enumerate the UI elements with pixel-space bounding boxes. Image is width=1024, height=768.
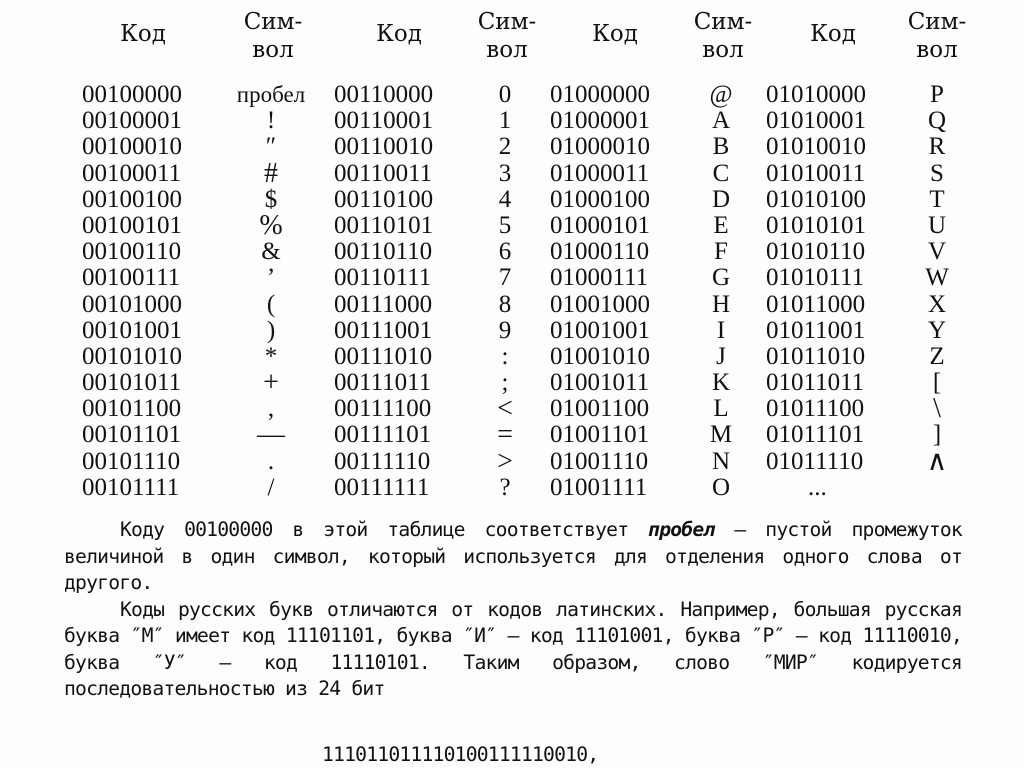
- header-symbol-line2: вол: [702, 37, 744, 63]
- symbol-cell: —: [257, 419, 285, 451]
- symbol-cell: P: [930, 81, 944, 108]
- code-cell: 01000001: [550, 107, 650, 135]
- header-symbol-line2: вол: [486, 37, 528, 63]
- code-cell: 00110011: [334, 159, 433, 187]
- code-cell: 00111000: [334, 290, 433, 318]
- header-code-3: Код: [592, 21, 638, 47]
- symbol-cell: \: [933, 393, 941, 425]
- symbol-cell: S: [930, 159, 944, 187]
- symbol-cell: *: [264, 342, 278, 370]
- code-cell: 00101110: [82, 447, 181, 475]
- symbol-cell: ?: [499, 473, 511, 501]
- symbol-cell: A: [711, 107, 731, 135]
- header-symbol-3: [668, 8, 778, 64]
- symbol-cell: V: [927, 238, 947, 266]
- code-cell: ...: [808, 473, 827, 501]
- symbol-cell: %: [259, 209, 283, 241]
- symbol-cell: 4: [498, 185, 512, 213]
- code-cell: 01001111: [550, 473, 648, 501]
- code-cell: 00101100: [82, 395, 182, 423]
- symbol-cell: 3: [498, 159, 512, 187]
- code-cell: 01011011: [766, 369, 865, 397]
- symbol-cell: .: [267, 447, 275, 475]
- symbol-cell: ″: [265, 133, 277, 161]
- symbol-cell: /: [267, 473, 275, 501]
- code-cell: 00111011: [334, 369, 432, 397]
- symbol-cell: U: [927, 211, 947, 239]
- code-cell: 01010010: [766, 133, 866, 161]
- symbol-cell: J: [716, 342, 726, 370]
- symbol-cell: I: [716, 316, 726, 344]
- code-cell: 01001010: [550, 342, 650, 370]
- code-cell: 01000101: [550, 211, 650, 239]
- symbol-cell: $: [264, 185, 278, 213]
- code-cell: 01001100: [550, 395, 650, 423]
- code-cell: 01010000: [766, 81, 866, 108]
- symbol-cell: пробел: [236, 82, 306, 107]
- symbol-column-3: [666, 82, 776, 501]
- symbol-cell: 5: [498, 211, 512, 239]
- symbol-cell: X: [927, 290, 947, 318]
- symbol-cell: O: [711, 473, 731, 501]
- code-cell: 00100011: [82, 159, 182, 187]
- code-cell: 01011101: [766, 421, 865, 449]
- header-symbol-line2: вол: [916, 37, 958, 63]
- paragraph-1-after: — пустой промежуток величиной в один символ, который используется для отделения одного слова от другого.: [64, 518, 962, 594]
- code-cell: 01001011: [550, 369, 650, 397]
- header-symbol-4: [882, 8, 992, 64]
- code-cell: 00100111: [82, 264, 181, 292]
- code-cell: 00110000: [334, 81, 434, 108]
- symbol-cell: :: [501, 342, 509, 370]
- code-cell: 00101011: [82, 369, 182, 397]
- symbol-cell: K: [711, 369, 731, 397]
- code-cell: 01010001: [766, 107, 866, 135]
- code-cell: 00110010: [334, 133, 434, 161]
- code-cell: 00101000: [82, 290, 182, 318]
- symbol-cell: @: [709, 81, 733, 108]
- symbol-cell: T: [929, 185, 945, 213]
- symbol-cell: E: [713, 211, 729, 239]
- symbol-cell: W: [925, 264, 949, 292]
- symbol-cell: (: [266, 290, 276, 318]
- code-cell: 00111111: [334, 473, 430, 501]
- paragraph-1-before: Коду 00100000 в этой таблице соответствует: [120, 518, 629, 541]
- symbol-cell: &: [261, 238, 281, 266]
- symbol-cell: >: [497, 445, 513, 477]
- code-cell: 01000010: [550, 133, 650, 161]
- code-cell: 01000110: [550, 238, 650, 266]
- header-symbol-2: [452, 8, 562, 64]
- paragraph-russian-letters: Коды русских букв отличаются от кодов латинских. Например, большая русская буква ″М″ имеет код 11101101, буква ″И″ — код 11101001, буква ″Р″ — код 11110010, буква ″У″ — код 11110101. Таким образом, слово ″МИР″ кодируется последовательностью из 24 бит: [64, 597, 962, 700]
- code-cell: 00100000: [82, 81, 182, 108]
- code-cell: 01000000: [550, 81, 650, 108]
- symbol-cell: ): [266, 316, 276, 344]
- symbol-cell: 0: [498, 81, 512, 108]
- symbol-cell: Q: [927, 107, 947, 135]
- symbol-cell: 2: [498, 133, 512, 161]
- symbol-cell: <: [497, 393, 513, 425]
- symbol-cell: !: [266, 107, 276, 135]
- code-cell: 00100101: [82, 211, 182, 239]
- symbol-cell: [: [932, 369, 942, 397]
- code-cell: 00110100: [334, 185, 434, 213]
- symbol-cell: ;: [501, 369, 509, 397]
- header-symbol-1: [218, 8, 328, 64]
- code-cell: 01011000: [766, 290, 866, 318]
- code-cell: 00110111: [334, 264, 432, 292]
- paragraph-space: [64, 517, 962, 597]
- code-cell: 01001101: [550, 421, 650, 449]
- symbol-cell: 1: [498, 107, 512, 135]
- symbol-cell: F: [714, 238, 728, 266]
- code-cell: 00110110: [334, 238, 433, 266]
- symbol-cell: =: [497, 419, 513, 451]
- code-cell: 00101101: [82, 421, 182, 449]
- symbol-cell: Y: [927, 316, 947, 344]
- code-cell: 01011010: [766, 342, 866, 370]
- header-symbol-line2: вол: [252, 37, 294, 63]
- code-cell: 01000100: [550, 185, 650, 213]
- symbol-cell: M: [709, 421, 733, 449]
- symbol-column-1: [216, 82, 326, 501]
- header-code-4: Код: [810, 21, 856, 47]
- header-symbol-line1: Сим-: [907, 9, 967, 35]
- symbol-cell: H: [711, 290, 731, 318]
- symbol-cell: B: [712, 133, 730, 161]
- code-cell: 01011001: [766, 316, 866, 344]
- header-symbol-line1: Сим-: [693, 9, 753, 35]
- code-cell: 00101001: [82, 316, 182, 344]
- code-cell: 00100001: [82, 107, 182, 135]
- symbol-cell: R: [928, 133, 946, 161]
- symbol-cell: [882, 475, 992, 501]
- symbol-cell: N: [711, 447, 731, 475]
- symbol-cell: ’: [266, 264, 276, 292]
- header-code-2: Код: [376, 21, 422, 47]
- symbol-cell: 7: [498, 264, 512, 292]
- code-cell: 01000111: [550, 264, 649, 292]
- code-cell: 00100010: [82, 133, 182, 161]
- symbol-cell: G: [711, 264, 731, 292]
- bit-sequence: 111011011110100111110010,: [322, 743, 599, 766]
- code-cell: 01010011: [766, 159, 866, 187]
- symbol-cell: Z: [929, 342, 945, 370]
- code-cell: 00111001: [334, 316, 433, 344]
- code-cell: 01000011: [550, 159, 650, 187]
- code-cell: 00110001: [334, 107, 434, 135]
- code-cell: 00100100: [82, 185, 182, 213]
- code-cell: 01010110: [766, 238, 866, 266]
- paragraph-1-bold-term: пробел: [648, 518, 715, 541]
- symbol-cell: L: [713, 395, 729, 423]
- symbol-cell: C: [712, 159, 730, 187]
- code-cell: 01010100: [766, 185, 866, 213]
- code-cell: 00111100: [334, 395, 432, 423]
- code-cell: 01001001: [550, 316, 650, 344]
- code-cell: 00101010: [82, 342, 182, 370]
- code-cell: 01001000: [550, 290, 650, 318]
- code-cell: 00101111: [82, 473, 180, 501]
- code-cell: 00111101: [334, 421, 432, 449]
- symbol-cell: +: [263, 367, 279, 399]
- code-cell: 01011110: [766, 447, 864, 475]
- symbol-cell: #: [264, 157, 278, 189]
- code-cell: 01010111: [766, 264, 865, 292]
- code-cell: 01010101: [766, 211, 866, 239]
- symbol-cell: D: [711, 185, 731, 213]
- header-symbol-line1: Сим-: [477, 9, 537, 35]
- code-cell: 01001110: [550, 447, 649, 475]
- code-cell: 00100110: [82, 238, 182, 266]
- code-cell: 00111110: [334, 447, 431, 475]
- symbol-cell: 8: [498, 290, 512, 318]
- symbol-column-4: [882, 82, 992, 501]
- symbol-cell: ,: [267, 395, 275, 423]
- header-code-1: Код: [120, 21, 166, 47]
- symbol-column-2: [450, 82, 560, 501]
- symbol-cell: ∧: [926, 445, 948, 477]
- code-cell: 01011100: [766, 395, 865, 423]
- code-cell: 00110101: [334, 211, 434, 239]
- header-symbol-line1: Сим-: [243, 9, 303, 35]
- code-cell: 00111010: [334, 342, 433, 370]
- symbol-cell: ]: [932, 421, 942, 449]
- symbol-cell: 6: [498, 238, 512, 266]
- symbol-cell: 9: [498, 316, 512, 344]
- body-text: [64, 517, 962, 703]
